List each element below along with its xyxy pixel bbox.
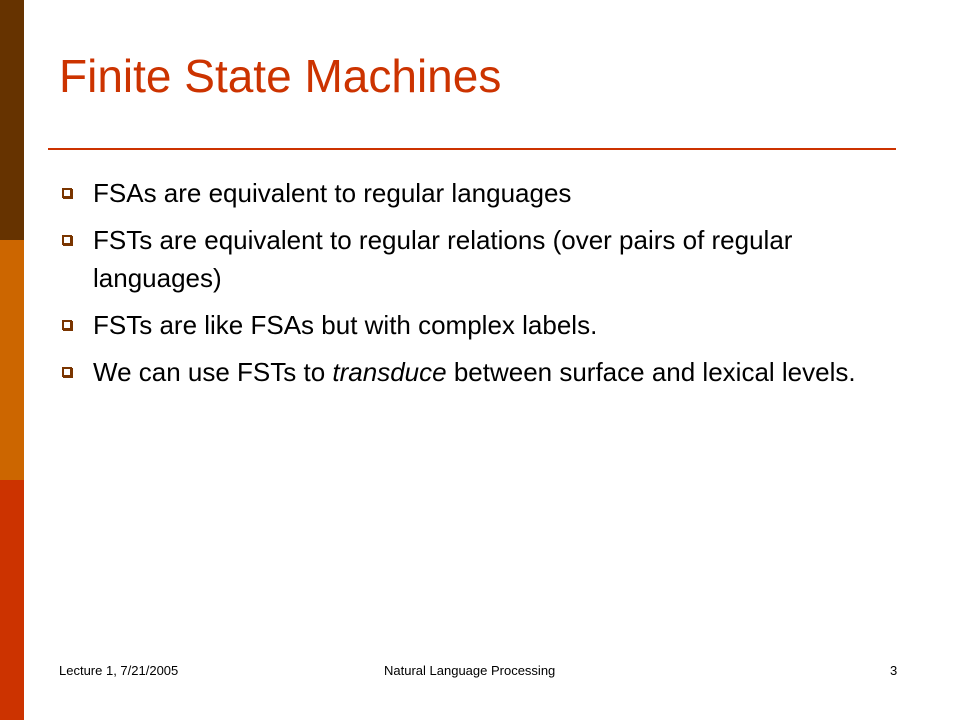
bullet-text: FSTs are like FSAs but with complex labels.	[93, 310, 598, 340]
bullet-text-before: We can use FSTs to	[93, 357, 333, 387]
slide-title: Finite State Machines	[59, 50, 502, 102]
bullet-list	[62, 174, 882, 400]
hollow-square-bullet-icon	[62, 320, 72, 330]
bullet-text-after: between surface and lexical levels.	[446, 357, 856, 387]
bullet-text: FSTs are equivalent to regular relations (over pairs of regular languages)	[93, 225, 793, 293]
hollow-square-bullet-icon	[62, 188, 72, 198]
bullet-emphasis: transduce	[332, 357, 447, 387]
accent-bar-middle	[0, 240, 24, 480]
bullet-item	[62, 174, 882, 212]
bullet-item	[62, 353, 882, 391]
title-divider	[48, 148, 896, 150]
accent-bar-top	[0, 0, 24, 240]
footer-course-title: Natural Language Processing	[384, 663, 556, 678]
accent-bar-bottom	[0, 480, 24, 720]
hollow-square-bullet-icon	[62, 367, 72, 377]
footer-page-number: 3	[890, 663, 898, 678]
bullet-item	[62, 306, 882, 344]
footer-lecture-date: Lecture 1, 7/21/2005	[59, 663, 179, 678]
hollow-square-bullet-icon	[62, 235, 72, 245]
bullet-item	[62, 221, 882, 297]
bullet-text: FSAs are equivalent to regular languages	[93, 178, 572, 208]
